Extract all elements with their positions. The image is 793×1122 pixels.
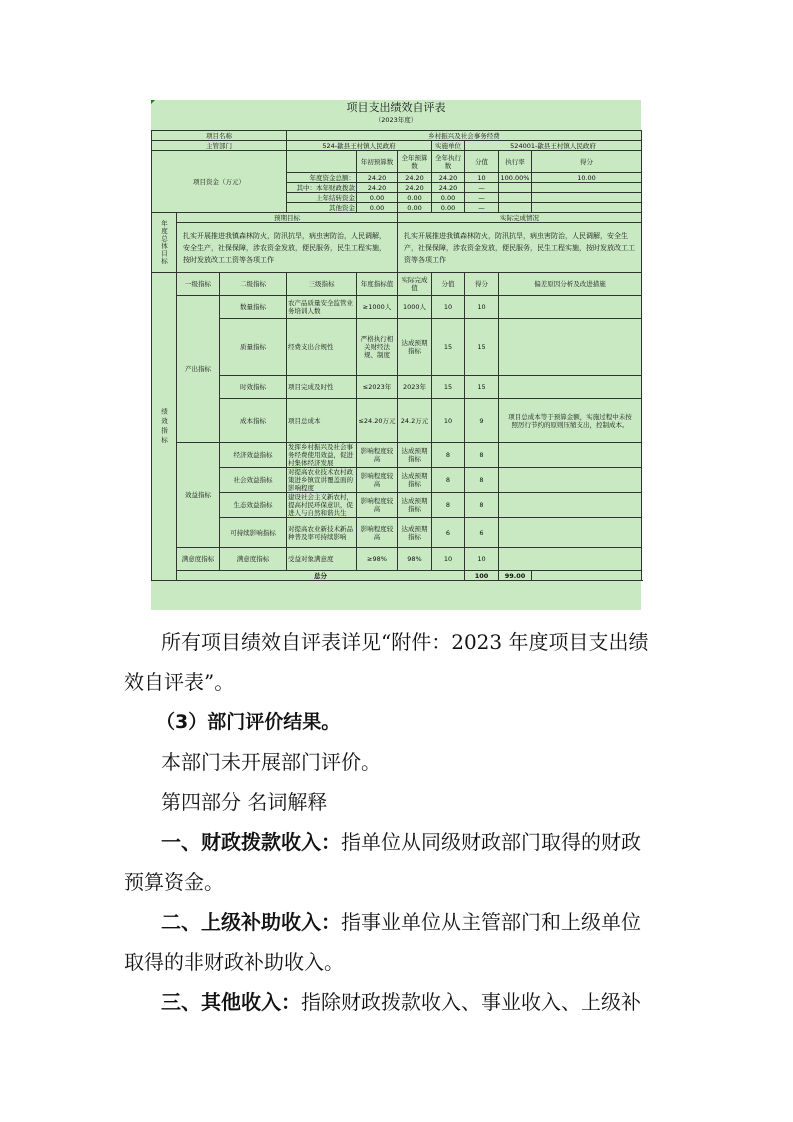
table-row: 产出指标 数量指标 农产品质量安全监管业务培训人数 ≥1000人 1000人 10 10	[152, 296, 642, 319]
table-row: 扎实开展推进我镇森林防火，防汛抗旱，病虫害防治，人民调解，安全生产，社保保障，涉农资金发放，便民服务，民生工程实施，按时发放改工工资等各项工作 扎实开展推进我镇森林防火，防汛抗旱，病虫害防治，人民调解，安全生产，社保保障，涉农资金发放，便民服务，民生工程实施，按时发放改工工资等各项工作	[152, 223, 642, 273]
table-row: 其他资金 0.00 0.00 0.00 —	[152, 203, 642, 213]
indicator-label: 绩效指标	[152, 273, 177, 581]
table-row: 生态效益指标 建设社会主义新农村，提高村民环保意识，促进人与自然和谐共生 影响程度较高 达成预期指标 8 8	[152, 493, 642, 518]
table-title: 项目支出绩效自评表	[346, 101, 446, 114]
table-row: 社会效益指标 对提高农业技术农村政策进乡镇宣讲覆盖面的影响程度 影响程度较高 达成预期指标 8 8	[152, 468, 642, 493]
table-row: 时效指标 项目完成及时性 ≤2023年 2023年 15 15	[152, 376, 642, 399]
term-paragraph: 一、财政拨款收入：指单位从同级财政部门取得的财政	[161, 830, 641, 854]
table-row: 满意度指标 满意度指标 受益对象满意度 ≥98% 98% 10 10	[152, 548, 642, 571]
satisfaction-label: 满意度指标	[177, 548, 220, 571]
part-heading: 第四部分 名词解释	[161, 790, 328, 814]
table-row: 项目资金（万元） 年初预算数 全年预算数 全年执行数 分值 执行率 得分	[152, 151, 642, 173]
table-row: 项目名称 乡村振兴及社会事务经费	[152, 131, 642, 141]
paragraph: 预算资金。	[124, 870, 224, 894]
goal-label: 年度总体目标	[152, 213, 177, 273]
table-row	[152, 571, 642, 581]
term-label: 二、上级补助收入：	[161, 910, 341, 934]
table-row: 绩效指标 一级指标 二级指标 三级指标 年度指标值 实际完成值 分值 得分 偏差原因分析及改进措施	[152, 273, 642, 296]
term-label: 三、其他收入：	[161, 990, 301, 1014]
output-label: 产出指标	[177, 296, 220, 443]
paragraph: 所有项目绩效自评表详见“附件：2023 年度项目支出绩	[161, 630, 649, 654]
table-row: 其中：本年财政拨款 24.20 24.20 24.20 —	[152, 183, 642, 193]
total-score: 100	[465, 571, 499, 581]
table-subtitle: （2023年度）	[374, 116, 418, 124]
term-paragraph: 二、上级补助收入：指事业单位从主管部门和上级单位	[161, 910, 641, 934]
table-row: 上年结转资金 0.00 0.00 0.00 —	[152, 193, 642, 203]
table-row: 可持续影响指标 对提高农业新技术新品种普及率可持续影响 影响程度较高 达成预期指标 6 6	[152, 518, 642, 548]
table-row: 质量指标 经费支出合规性 严格执行相关财经法规、制度 达成预期指标 15 15	[152, 319, 642, 376]
effect-label: 效益指标	[177, 443, 220, 548]
table-row: 主管部门 524-歙县王村镇人民政府 实施单位 524001-歙县王村镇人民政府	[152, 141, 642, 151]
performance-table-image	[151, 100, 641, 610]
performance-table	[151, 130, 642, 581]
term-label: 一、财政拨款收入：	[161, 830, 341, 854]
total-label: 总分	[177, 571, 465, 581]
table-row: 成本指标 项目总成本 ≤24.20万元 24.2万元 10 9 项目总成本等于预算金额，实施过程中未按照厉行节约的原则压缩支出，控制成本。	[152, 399, 642, 443]
table-row: 效益指标 经济效益指标 发挥乡村振兴及社会事务经费使用效益，促进村集体经济发展 影响程度较高 达成预期指标 8 8	[152, 443, 642, 468]
paragraph: 本部门未开展部门评价。	[161, 750, 381, 774]
paragraph: 效自评表”。	[124, 670, 235, 694]
table-row: 年度总体目标 预期目标 实际完成情况	[152, 213, 642, 223]
section-heading: （3）部门评价结果。	[156, 711, 341, 733]
paragraph: 取得的非财政补助收入。	[124, 950, 344, 974]
total-got: 99.00	[499, 571, 532, 581]
fund-label: 项目资金（万元）	[152, 151, 287, 213]
term-paragraph: 三、其他收入：指除财政拨款收入、事业收入、上级补	[161, 990, 641, 1014]
table-row: 年度资金总额： 24.20 24.20 24.20 10 100.00% 10.00	[152, 173, 642, 183]
